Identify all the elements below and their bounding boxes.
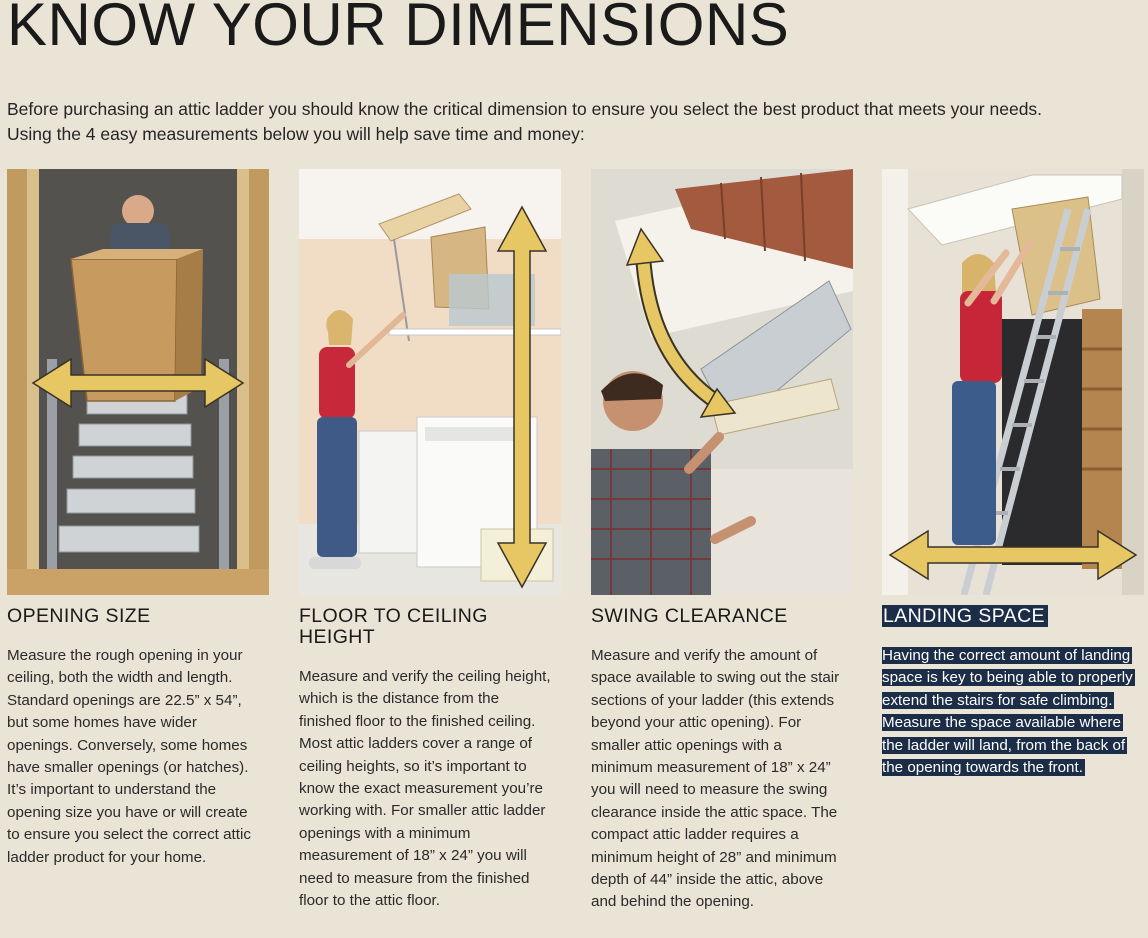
body-line <box>882 712 1144 734</box>
body-line: clearance inside the attic space. The <box>591 803 838 821</box>
card-heading <box>299 606 561 648</box>
body-line: space available to swing out the stair <box>591 669 840 687</box>
card-body <box>7 645 269 869</box>
body-line: openings. Conversely, some homes <box>7 736 248 754</box>
heading-line: SWING CLEARANCE <box>591 605 788 627</box>
body-line: know the exact measurement you’re <box>299 780 543 798</box>
body-line: Measure and verify the amount of <box>591 647 818 664</box>
highlighted-text: Measure the space available where <box>882 714 1121 732</box>
body-line: beyond your attic opening). For <box>591 714 802 732</box>
swing-clearance-photo <box>591 169 853 595</box>
landing-space-photo <box>882 169 1144 595</box>
body-line <box>882 735 1144 757</box>
opening-size-photo <box>7 169 269 595</box>
body-line: working with. For smaller attic ladder <box>299 802 546 820</box>
highlighted-text: extend the stairs for safe climbing. <box>882 691 1113 709</box>
highlighted-text: the ladder will land, from the back of <box>882 736 1126 754</box>
body-line: ladder product for your home. <box>7 848 207 866</box>
body-line: ceiling, both the width and length. <box>7 669 233 687</box>
heading-line: OPENING SIZE <box>7 605 151 627</box>
body-line: have smaller openings (or hatches). <box>7 759 249 777</box>
body-line: and behind the opening. <box>591 893 754 911</box>
body-line: Most attic ladders cover a range of <box>299 735 532 753</box>
intro-line-2: Using the 4 easy measurements below you will help save time and money: <box>7 124 585 144</box>
highlighted-text: Having the correct amount of landing <box>882 647 1131 664</box>
card-body <box>299 666 561 912</box>
card-opening-size <box>7 169 269 866</box>
card-body <box>882 645 1144 779</box>
body-line: smaller attic openings with a <box>591 736 782 754</box>
body-line: minimum height of 28” and minimum <box>591 848 837 866</box>
card-landing-space <box>882 169 1144 777</box>
body-line: sections of your ladder (this extends <box>591 691 835 709</box>
body-line: Measure and verify the ceiling height, <box>299 668 551 685</box>
body-line: but some homes have wider <box>7 714 197 732</box>
body-line: It’s important to understand the <box>7 781 217 799</box>
heading-line: LANDING SPACE <box>882 605 1048 627</box>
body-line: Measure the rough opening in your <box>7 647 243 664</box>
highlighted-text: space is key to being able to properly <box>882 669 1133 687</box>
heading-line: FLOOR TO CEILING <box>299 605 488 627</box>
body-line <box>882 667 1144 689</box>
body-line: openings with a minimum <box>299 824 471 842</box>
body-line: compact attic ladder requires a <box>591 826 799 844</box>
body-line: which is the distance from the <box>299 690 500 708</box>
body-line: depth of 44” inside the attic, above <box>591 871 824 889</box>
card-heading <box>7 606 269 627</box>
body-line: minimum measurement of 18” x 24” <box>591 759 831 777</box>
card-heading <box>591 606 853 627</box>
card-swing-clearance <box>591 169 853 911</box>
highlighted-text: the opening towards the front. <box>882 759 1083 777</box>
body-line: you will need to measure the swing <box>591 781 828 799</box>
heading-line: HEIGHT <box>299 626 376 648</box>
body-line: floor to the attic floor. <box>299 892 440 910</box>
body-line: ceiling heights, so it’s important to <box>299 757 527 775</box>
body-line: opening size you have or will create <box>7 803 248 821</box>
page-title: KNOW YOUR DIMENSIONS <box>7 0 790 58</box>
card-body <box>591 645 853 914</box>
intro-text <box>7 97 1142 147</box>
intro-line-1: Before purchasing an attic ladder you should know the critical dimension to ensure you select the best product that meets your needs. <box>7 99 1043 119</box>
body-line <box>882 757 1144 779</box>
body-line: measurement of 18” x 24” you will <box>299 847 527 865</box>
body-line: to ensure you select the correct attic <box>7 826 251 844</box>
body-line: need to measure from the finished <box>299 869 530 887</box>
body-line: finished floor to the finished ceiling. <box>299 712 536 730</box>
floor-to-ceiling-photo <box>299 169 561 595</box>
body-line <box>882 690 1144 712</box>
body-line: Standard openings are 22.5” x 54”, <box>7 691 242 709</box>
card-floor-to-ceiling <box>299 169 561 910</box>
body-line <box>882 645 1144 667</box>
card-heading <box>882 606 1144 627</box>
